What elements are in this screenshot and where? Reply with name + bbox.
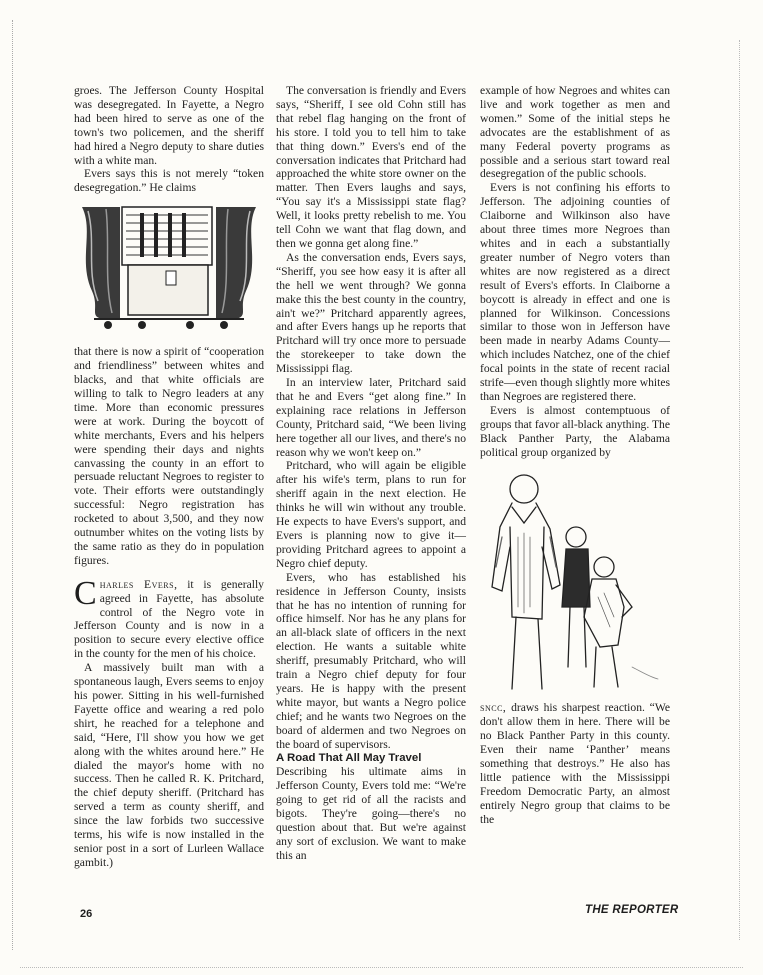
paragraph [74,574,264,661]
section-subhead: A Road That All May Travel [276,751,422,764]
column-2 [276,84,466,863]
paragraph: Evers is almost contemptuous of groups that favor all-black anything. The Black Panther Party, the Alabama political group organized by [480,403,670,459]
paragraph: In an interview later, Pritchard said that he and Evers “get along fine.” In explaining race relations in Jefferson County, Pritchard said, “We been living here together all our lives, and there's no reason why we won't keep on.” [276,376,466,459]
paragraph-text: draws his sharpest reaction. “We don't allow them in here. There will be no Black Panther Party in this county. Even their name ‘Panther’ means something that destroys.” He also has little patience with the Mississippi Freedom Democratic Party, an almost entirely Negro group that claims to be the [480,701,670,826]
column-1 [74,84,264,870]
magazine-name: THE REPORTER [585,904,679,916]
paragraph: example of how Negroes and whites can live and work together as men and women.” Some of the initial steps he advocates are the establishment of as many Federal poverty programs as possible and a serious start toward real desegregation of the public schools. [480,84,670,181]
page-edge-left [12,20,14,950]
page-number: 26 [80,908,93,920]
men-standing-illustration [472,467,667,695]
column-3 [480,84,670,827]
page-edge-bottom [20,967,743,969]
paragraph: As the conversation ends, Evers says, “Sheriff, you see how easy it is after all the hell we went through? We gonna make this the best county in the country, ain't we?” Pritchard apparently agrees, and after Evers hangs up he reports that Pritchard will try once more to persuade the storekeeper to take down the Mississippi flag. [276,250,466,376]
drop-cap: C [74,574,97,612]
paragraph: Pritchard, who will again be eligible after his wife's term, plans to run for sheriff again in the next election. He thinks he will win without any trouble. He expects to have Evers's support, and Evers is planning now to give it—providing Pritchard agrees to appoint a Negro chief deputy. [276,459,466,570]
air-conditioner-illustration [74,201,264,333]
paragraph [480,701,670,826]
smallcaps-lead: harles Evers, [99,577,178,591]
paragraph: Describing his ultimate aims in Jefferson County, Evers told me: “We're going to get rid of all the racists and bigots. They're going—there's no question about that. But we're against any sort of exclusion. We want to make this an [276,765,466,862]
page-edge-right [739,40,741,940]
paragraph: that there is now a spirit of “cooperation and friendliness” between whites and blacks, and that white officials are willing to talk to Negro leaders at any time. More than economic pressures were at work. During the boycott of white merchants, Evers and his helpers were spending their days and nights canvassing the county in an effort to persuade reluctant Negroes to register to vote. Their efforts were outstandingly successful: Negro registration has rocketed to about 3,500, and they now outnumber whites on the voting lists by the same ratio as they do in population figures. [74,345,264,567]
paragraph: groes. The Jefferson County Hospital was desegregated. In Fayette, a Negro had been hired to serve as one of the town's two policemen, and the sheriff had hired a Negro deputy to share duties with a white man. [74,84,264,167]
paragraph: Evers says this is not merely “token desegregation.” He claims [74,167,264,195]
paragraph: The conversation is friendly and Evers says, “Sheriff, I see old Cohn still has that rebel flag hanging on the front of his store. I told you to tell him to take that thing down.” Evers's end of the conversation indicates that Pritchard had approached the white store owner on the matter. Then Evers laughs and says, “You say it's a Mississippi state flag? Well, it looks pretty rebelish to me. You tell Cohn we want that flag down, and then we gonna get along fine.” [276,84,466,250]
paragraph: A massively built man with a spontaneous laugh, Evers seems to enjoy his power. Sitting in his well-furnished Fayette office and wearing a red polo shirt, he reached for a telephone and said, “Here, I'll show you how we get along with the whites around here.” He dialed the mayor's home with no success. Then he called R. K. Pritchard, the chief deputy sheriff. (Pritchard has served a term as county sheriff, and since the law forbids two successive terms, his wife is now installed in the senior post in a sort of Lurleen Wallace gambit.) [74,661,264,869]
paragraph-text: it is generally agreed in Fayette, has absolute control of the Negro vote in Jefferson County and is now in a position to secure every elective office in the county for the men of his choice. [74,577,264,661]
smallcaps-lead: sncc, [480,701,507,715]
paragraph: Evers is not confining his efforts to Jefferson. The adjoining counties of Claiborne and Wilkinson also have about three times more Negroes than whites and in each a substantially greater number of Negro voters than whites are now registered as a direct result of Evers's efforts. In Claiborne a boycott is already in effect and one is planned for Wilkinson. Concessions similar to those won in Jefferson have been made in nearby Adams County—which includes Natchez, one of the chief focal points in the state of recent racial strife—even though slightly more whites than Negroes are registered there. [480,181,670,403]
paragraph: Evers, who has established his residence in Jefferson County, insists that he has no intention of running for office himself. Nor has he any plans for an all-black slate of officers in the next election. He wants a suitable white sheriff, presumably Pritchard, who will train a Negro chief deputy for four years. He is happy with the present white mayor, but wants a Negro police chief; and he wants two Negroes on the board of aldermen and two Negroes on the board of supervisors. [276,570,466,751]
